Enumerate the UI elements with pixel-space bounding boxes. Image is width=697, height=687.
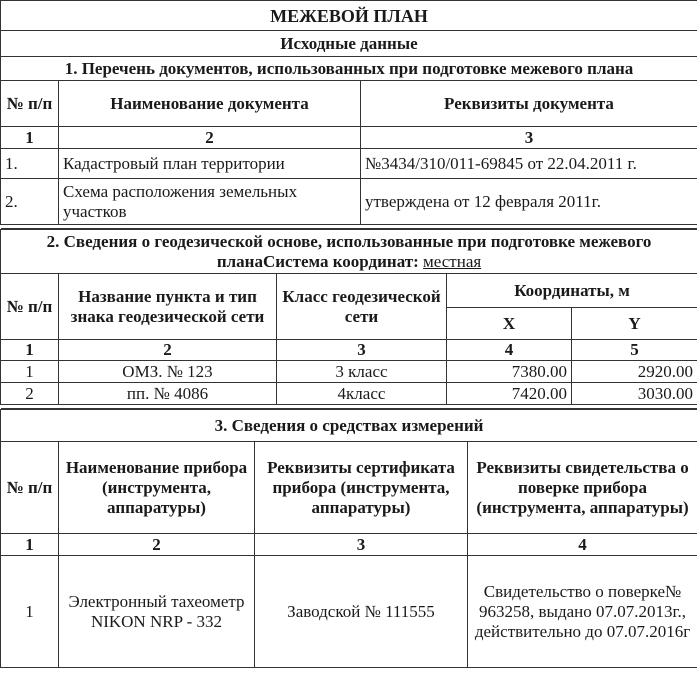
section3-table [0,409,697,668]
row-num: 1 [1,556,59,668]
doc-name: Схема расположения земельных участков [59,179,361,225]
section2-heading [1,230,697,274]
row-num: 1 [1,361,59,383]
device-verif: Свидетельство о поверке№ 963258, выдано 07.07.2013г., действительно до 07.07.2016г [468,556,697,668]
doc-req: №3434/310/011-69845 от 22.04.2011 г. [361,149,697,179]
row-num: 2 [1,383,59,405]
index-cell: 2 [59,534,255,556]
col-doc-name-header: Наименование документа [59,81,361,127]
col-class-header: Класс геодезической сети [277,274,447,340]
row-num: 1. [1,149,59,179]
index-cell: 4 [447,340,572,361]
page-title: МЕЖЕВОЙ ПЛАН [1,1,697,31]
index-cell: 5 [572,340,697,361]
device-name: Электронный тахеометр NIKON NRP - 332 [59,556,255,668]
index-cell: 2 [59,127,361,149]
col-doc-req-header: Реквизиты документа [361,81,697,127]
col-point-header: Название пункта и тип знака геодезической сети [59,274,277,340]
coord-system-value: местная [423,251,482,271]
point-class: 3 класс [277,361,447,383]
index-cell: 2 [59,340,277,361]
doc-req: утверждена от 12 февраля 2011г. [361,179,697,225]
col-num-header: № п/п [1,274,59,340]
coord-y: 2920.00 [572,361,697,383]
subtitle: Исходные данные [1,31,697,57]
device-cert: Заводской № 111555 [255,556,468,668]
index-cell: 3 [277,340,447,361]
doc-name: Кадастровый план территории [59,149,361,179]
section2-table [0,229,697,409]
table-row [1,556,697,668]
section3-heading: 3. Сведения о средствах измерений [1,410,697,442]
coord-x: 7420.00 [447,383,572,405]
col-device-header: Наименование прибора (инструмента, аппаратуры) [59,442,255,534]
coord-y: 3030.00 [572,383,697,405]
point-class: 4класс [277,383,447,405]
section1-heading: 1. Перечень документов, использованных при подготовке межевого плана [1,57,697,81]
col-coords-header: Координаты, м [447,274,697,308]
index-cell: 4 [468,534,697,556]
col-y-header: Y [572,308,697,340]
point-name: пп. № 4086 [59,383,277,405]
index-cell: 1 [1,127,59,149]
point-name: ОМЗ. № 123 [59,361,277,383]
section1-table [0,0,697,229]
col-num-header: № п/п [1,81,59,127]
col-num-header: № п/п [1,442,59,534]
col-x-header: X [447,308,572,340]
coord-x: 7380.00 [447,361,572,383]
index-cell: 1 [1,340,59,361]
index-cell: 3 [361,127,697,149]
table-row [1,179,697,225]
row-num: 2. [1,179,59,225]
section2-heading-text: 2. Сведения о геодезической основе, использованные при подготовке межевого планаСистема координат: [46,231,652,271]
col-verif-header: Реквизиты свидетельства о поверке прибора (инструмента, аппаратуры) [468,442,697,534]
table-row [1,149,697,179]
col-cert-header: Реквизиты сертификата прибора (инструмента, аппаратуры) [255,442,468,534]
table-row [1,361,697,383]
table-row [1,383,697,405]
index-cell: 1 [1,534,59,556]
index-cell: 3 [255,534,468,556]
